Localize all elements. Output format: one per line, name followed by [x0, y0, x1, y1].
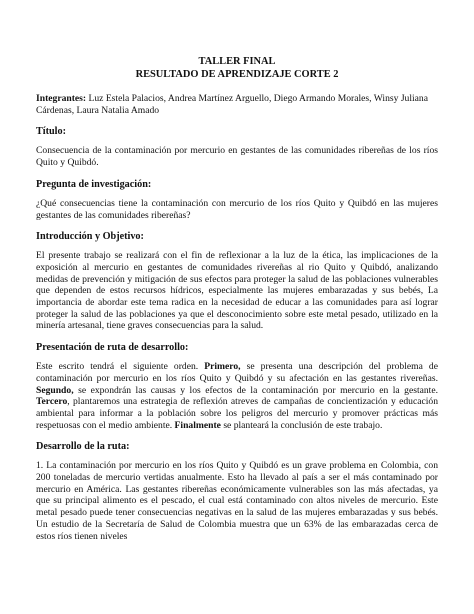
- integrantes-label: Integrantes:: [36, 93, 87, 104]
- presentacion-bold-finalmente: Finalmente: [174, 419, 221, 431]
- desarrollo-heading: Desarrollo de la ruta:: [36, 441, 130, 453]
- presentacion-bold-tercero: Tercero: [36, 396, 68, 408]
- titulo-text: Consecuencia de la contaminación por mercurio en gestantes de las comunidades ribereñas de los ríos Quito y Quibdó.: [36, 145, 438, 169]
- document-title: TALLER FINAL: [198, 56, 276, 67]
- presentacion-bold-primero: Primero,: [204, 361, 241, 373]
- introduccion-text: El presente trabajo se realizará con el fin de reflexionar a la luz de la ética, las implicaciones de la exposición al mercurio en gestantes de comunidades rivereñas al rio Quito y Quibdó, analizando medidas de prevención y mitigación de sus efectos para proteger la salud de las poblaciones vulnerables que dependen de estos recursos hídricos, especialmente las mujeres embarazadas y sus bebés, La importancia de abordar este tema radica en la necesidad de educar a las comunidades para así lograr proteger la salud de las poblaciones ya que el desconocimiento sobre este metal pesado, utilizado en la minería artesanal, tiene graves consecuencias para la salud.: [36, 250, 438, 332]
- integrantes-paragraph: [36, 93, 438, 116]
- introduccion-heading: Introducción y Objetivo:: [36, 231, 144, 243]
- pregunta-text: ¿Qué consecuencias tiene la contaminación con mercurio de los ríos Quito y Quibdó en las mujeres gestantes de las comunidades ribereñas?: [36, 197, 438, 221]
- presentacion-part-2: se presenta una descripción del problema de contaminación por mercurio en los ríos Quito y Quibdó y su afectación en las gestantes rivereñas.: [36, 361, 438, 384]
- presentacion-bold-segundo: Segundo,: [36, 384, 74, 396]
- presentacion-part-5: se planteará la conclusión de este trabajo.: [220, 419, 383, 431]
- presentacion-heading: Presentación de ruta de desarrollo:: [36, 342, 189, 354]
- presentacion-part-3: se expondrán las causas y los efectos de la contaminación por mercurio en la gestante.: [73, 384, 438, 396]
- desarrollo-text: 1. La contaminación por mercurio en los ríos Quito y Quibdó es un grave problema en Colombia, con 200 toneladas de mercurio vertidas anualmente. Esto ha llevado al país a ser el más contaminado por mercurio en América. Las gestantes ribereñas económicamente vulnerables son las más afectadas, ya que su principal alimento es el pescado, el cual está contaminado con altos niveles de mercurio. Este metal pesado puede tener consecuencias negativas en la salud de las mujeres embarazadas y sus bebés. Un estudio de la Secretaría de Salud de Colombia muestra que un 63% de las embarazadas cerca de estos ríos tienen niveles: [36, 460, 438, 542]
- integrantes-names: Luz Estela Palacios, Andrea Martínez Arguello, Diego Armando Morales, Winsy Juliana Cárdenas, Laura Natalia Amado: [36, 93, 428, 116]
- pregunta-heading: Pregunta de investigación:: [36, 178, 152, 190]
- document-subtitle: RESULTADO DE APRENDIZAJE CORTE 2: [135, 69, 339, 80]
- presentacion-text: [36, 361, 438, 431]
- titulo-heading: Título:: [36, 126, 67, 138]
- presentacion-part-1: Este escrito tendrá el siguiente orden.: [36, 361, 205, 373]
- presentacion-part-4: , plantaremos una estrategia de reflexión atreves de campañas de concientización y educación ambiental para informar a la población sobre los peligros del mercurio y promover prácticas más respetuosas con el medio ambiente.: [36, 396, 438, 431]
